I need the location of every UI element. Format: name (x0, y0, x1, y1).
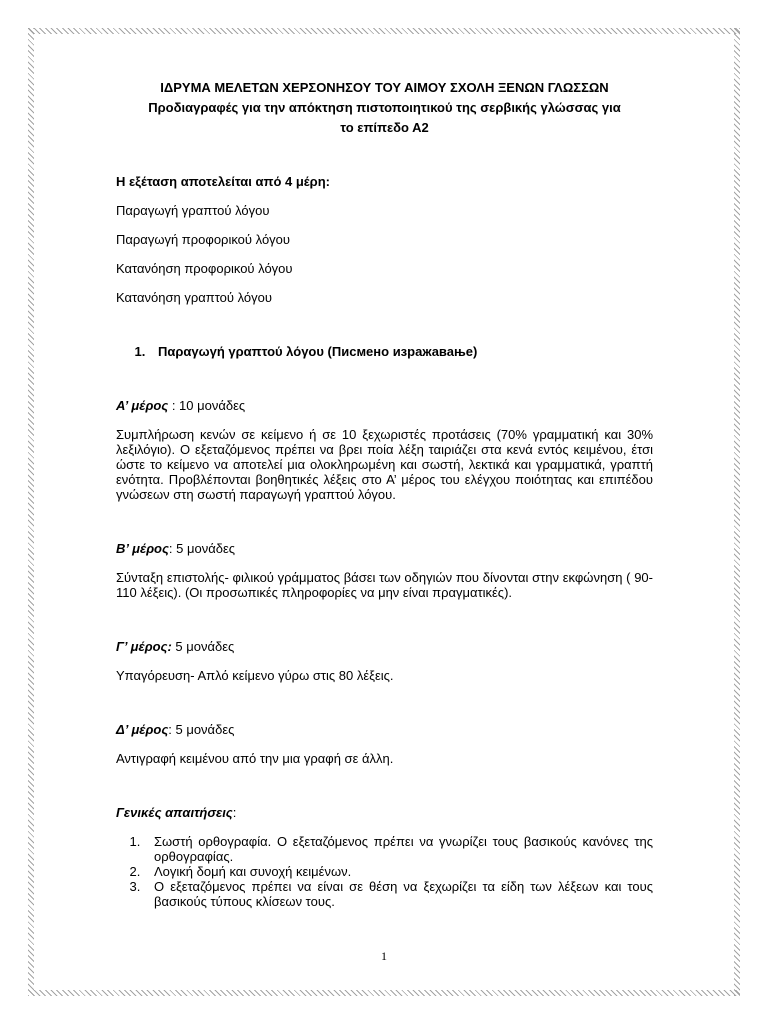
part-d-separator: : (168, 722, 176, 737)
requirement-item: 3. Ο εξεταζόμενος πρέπει να είναι σε θέση να ξεχωρίζει τα είδη των λέξεων και τους βασικούς τύπους κλίσεων τους. (144, 879, 653, 909)
part-a-label: Α’ μέρος (116, 398, 169, 413)
exam-part-item: Κατανόηση προφορικού λόγου (116, 261, 293, 276)
part-a-separator: : (168, 398, 180, 413)
page-number: 1 (381, 949, 387, 963)
general-requirements-label: Γενικές απαιτήσεις (116, 805, 233, 820)
general-requirements-heading (116, 805, 653, 820)
section-list (116, 344, 653, 359)
document-header (116, 78, 653, 138)
part-d-heading (116, 722, 653, 737)
part-b-points: 5 μονάδες (176, 541, 236, 556)
exam-part-item: Παραγωγή προφορικού λόγου (116, 232, 291, 247)
exam-part-item: Παραγωγή γραπτού λόγου (116, 203, 270, 218)
part-a-heading (116, 398, 653, 413)
part-d-label: Δ’ μέρος (116, 722, 169, 737)
general-requirements-list (116, 834, 653, 909)
exam-parts-heading: Η εξέταση αποτελείται από 4 μέρη: (116, 174, 330, 189)
header-subtitle: Προδιαγραφές για την απόκτηση πιστοποιητικού της σερβικής γλώσσας για (148, 100, 621, 115)
part-b-heading (116, 541, 653, 556)
part-a-points: 10 μονάδες (179, 398, 246, 413)
exam-part-item: Κατανόηση γραπτού λόγου (116, 290, 272, 305)
part-b-label: Β’ μέρος (116, 541, 169, 556)
page-border-top (28, 28, 740, 34)
part-c-label: Γ’ μέρος: (116, 639, 172, 654)
part-b-description: Σύνταξη επιστολής- φιλικού γράμματος βάσει των οδηγιών που δίνονται στην εκφώνηση ( 90-110 λέξεις). (Οι προσωπικές πληροφορίες να μην είναι πραγματικές). (116, 570, 653, 600)
header-level: το επίπεδο Α2 (340, 120, 429, 135)
general-requirements-colon: : (232, 805, 237, 820)
part-a-description: Συμπλήρωση κενών σε κείμενο ή σε 10 ξεχωριστές προτάσεις (70% γραμματική και 30% λεξιλόγιο). Ο εξεταζόμενος πρέπει να βρει ποία λέξη ταιριάζει στα κενά εντός κειμένου, έτσι ώστε το κείμενο να αποτελεί μια ολοκληρωμένη και σωστή, λεκτικά και γραμματικά, γραπτή ενότητα. Προβλέπονται βοηθητικές λέξεις στο Α’ μέρος του ελέγχου ποιότητας και επιπέδου γνώσεων στη σωστή παραγωγή γραπτού λόγου. (116, 427, 653, 502)
page-border-left (28, 28, 34, 996)
header-institution: ΙΔΡΥΜΑ ΜΕΛΕΤΩΝ ΧΕΡΣΟΝΗΣΟΥ ΤΟΥ ΑΙΜΟΥ ΣΧΟΛΗ ΞΕΝΩΝ ΓΛΩΣΣΩΝ (160, 80, 609, 95)
part-c-heading (116, 639, 653, 654)
requirement-item: 2. Λογική δομή και συνοχή κειμένων. (144, 864, 653, 879)
page-border-bottom (28, 990, 740, 996)
section-title: 1. Παραγωγή γραπτού λόγου (Писмено изражавање) (149, 344, 653, 359)
requirement-item: 1. Σωστή ορθογραφία. Ο εξεταζόμενος πρέπει να γνωρίζει τους βασικούς κανόνες της ορθογραφίας. (144, 834, 653, 864)
page-border-right (734, 28, 740, 996)
part-c-points: 5 μονάδες (175, 639, 235, 654)
part-d-points: 5 μονάδες (175, 722, 235, 737)
part-b-separator: : (168, 541, 177, 556)
document-page (116, 78, 653, 909)
part-d-description: Αντιγραφή κειμένου από την μια γραφή σε άλλη. (116, 751, 394, 766)
part-c-description: Υπαγόρευση- Απλό κείμενο γύρω στις 80 λέξεις. (116, 668, 394, 683)
